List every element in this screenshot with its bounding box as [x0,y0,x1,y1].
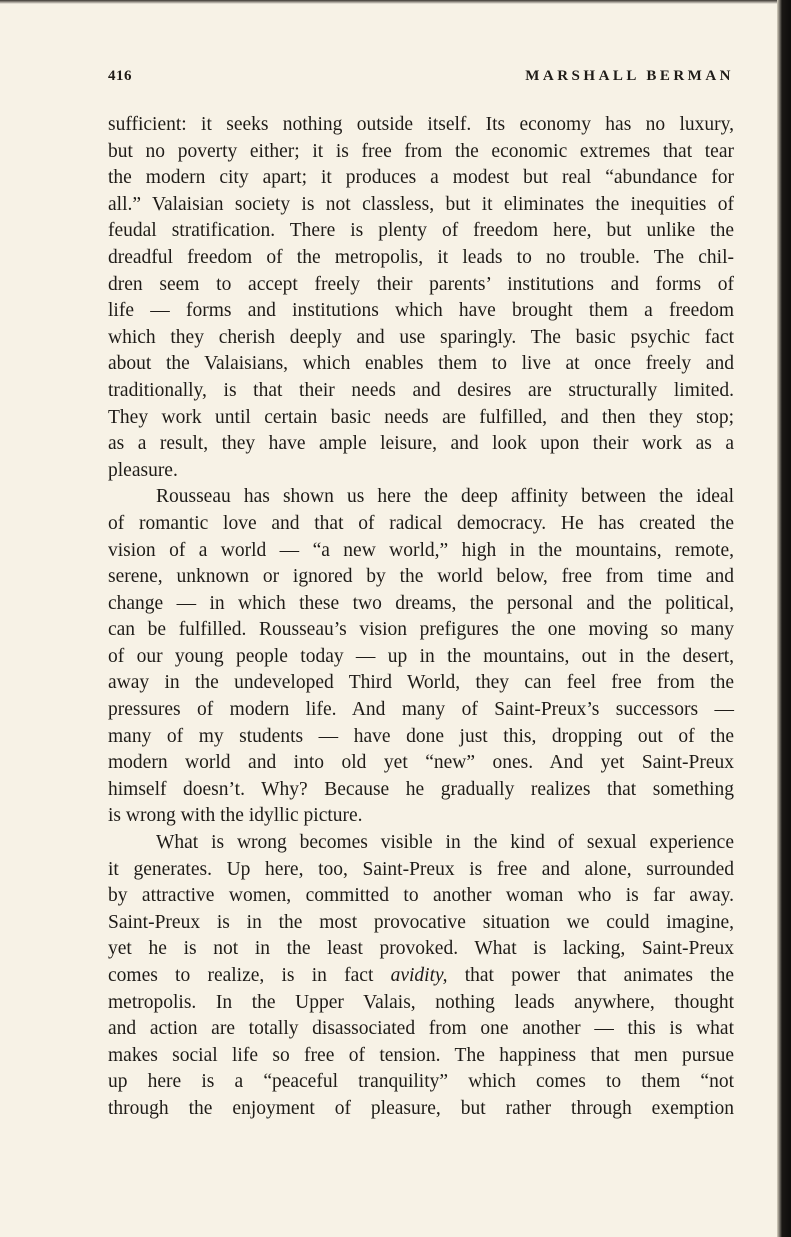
text-line: can be fulfilled. Rousseau’s vision prefigures the one moving so many [108,619,734,641]
text-line: it generates. Up here, too, Saint-Preux is free and alone, surrounded [108,858,734,880]
text-line: makes social life so free of tension. The happiness that men pursue [108,1044,734,1066]
text-line: traditionally, is that their needs and desires are structurally limited. [108,379,734,401]
book-binding-edge [777,0,791,1237]
text-line: himself doesn’t. Why? Because he gradually realizes that something [108,778,734,800]
text-line: yet he is not in the least provoked. What is lacking, Saint-Preux [108,938,734,960]
page-top-edge-shadow [0,0,791,4]
text-line: as a result, they have ample leisure, and look upon their work as a [108,433,734,455]
text-line: dren seem to accept freely their parents’ institutions and forms of [108,273,734,295]
page-header [108,68,734,88]
text-line: up here is a “peaceful tranquility” which comes to them “not [108,1071,734,1093]
text-line-with-italic [108,963,734,990]
text-line: life — forms and institutions which have brought them a freedom [108,300,734,322]
text-line: pleasure. [108,459,178,481]
text-line: and action are totally disassociated from one another — this is what [108,1018,734,1040]
text-line: pressures of modern life. And many of Saint-Preux’s successors — [108,699,734,721]
text-segment: that power that animates the [447,965,734,986]
text-line: metropolis. In the Upper Valais, nothing leads anywhere, thought [108,991,734,1013]
text-line: but no poverty either; it is free from the economic extremes that tear [108,140,734,162]
paragraph-3 [108,830,734,1123]
text-line: vision of a world — “a new world,” high in the mountains, remote, [108,539,734,561]
text-line: many of my students — have done just this, dropping out of the [108,725,734,747]
text-line: of romantic love and that of radical democracy. He has created the [108,512,734,534]
text-line: through the enjoyment of pleasure, but rather through exemption [108,1097,734,1119]
text-line: Saint-Preux is in the most provocative situation we could imagine, [108,911,734,933]
text-line: is wrong with the idyllic picture. [108,805,363,827]
text-line: modern world and into old yet “new” ones. And yet Saint-Preux [108,752,734,774]
text-line: by attractive women, committed to another woman who is far away. [108,885,734,907]
text-line: They work until certain basic needs are fulfilled, and then they stop; [108,406,734,428]
text-line: feudal stratification. There is plenty of freedom here, but unlike the [108,220,734,242]
text-line: the modern city apart; it produces a modest but real “abundance for [108,167,734,189]
paragraph-1 [108,112,734,484]
text-line: Rousseau has shown us here the deep affinity between the ideal [156,486,734,508]
text-line: sufficient: it seeks nothing outside itself. Its economy has no luxury, [108,114,734,135]
text-line: about the Valaisians, which enables them to live at once freely and [108,353,734,375]
page-number: 416 [108,68,132,84]
text-line: all.” Valaisian society is not classless, but it eliminates the inequities of [108,193,734,215]
text-line: which they cherish deeply and use sparingly. The basic psychic fact [108,326,734,348]
text-line: serene, unknown or ignored by the world below, free from time and [108,566,734,588]
paragraph-2 [108,484,734,830]
text-line: What is wrong becomes visible in the kind of sexual experience [156,832,734,854]
running-head: MARSHALL BERMAN [525,68,734,84]
text-segment: comes to realize, is in fact [108,965,391,986]
text-line: away in the undeveloped Third World, they can feel free from the [108,672,734,694]
text-line: of our young people today — up in the mountains, out in the desert, [108,645,734,667]
text-line: dreadful freedom of the metropolis, it leads to no trouble. The chil- [108,246,734,268]
text-line: change — in which these two dreams, the personal and the political, [108,592,734,614]
italic-word: avidity, [390,965,448,986]
body-text [108,112,734,1123]
